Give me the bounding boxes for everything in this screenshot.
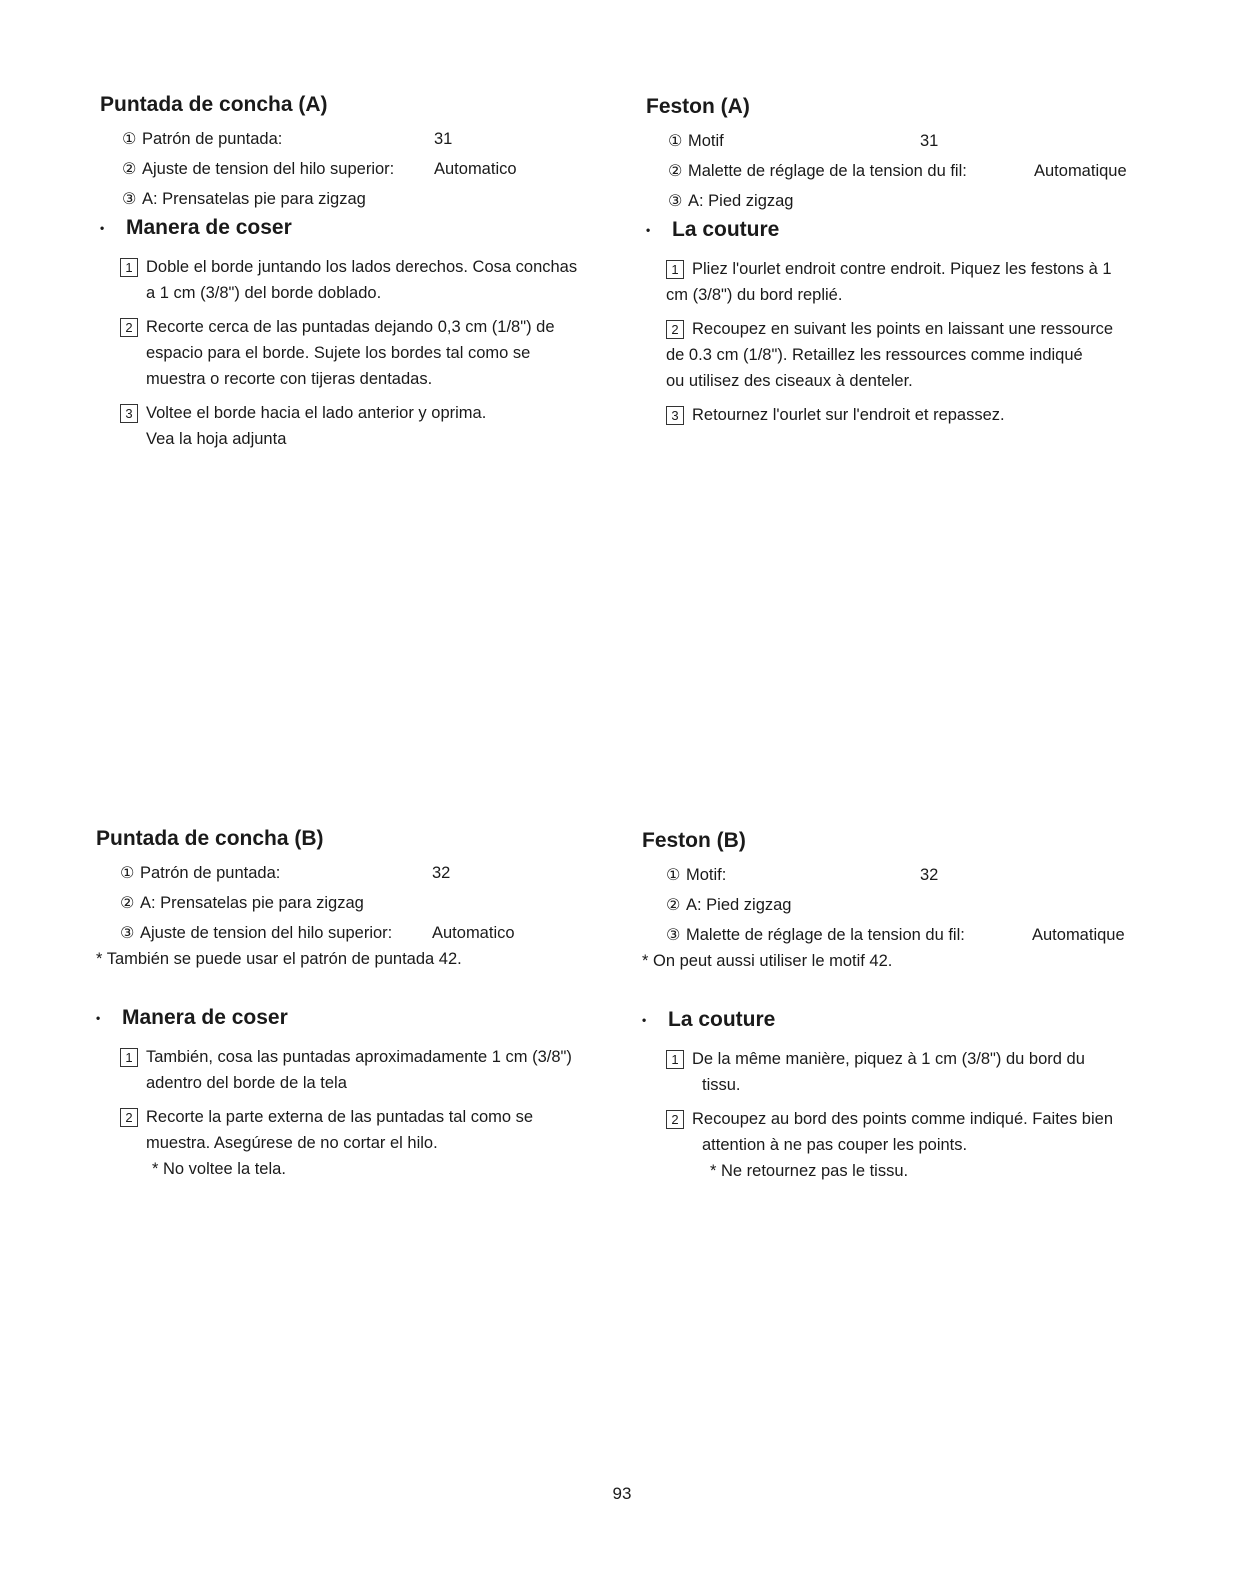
spec-value: Automatico (434, 160, 517, 178)
step-text: de 0.3 cm (1/8"). Retaillez les ressources comme indiqué (666, 346, 1083, 364)
spec-number: ③ (668, 193, 683, 210)
section-feston-a (646, 94, 1166, 428)
step-item (120, 1104, 616, 1182)
footnote: * También se puede usar el patrón de puntada 42. (96, 950, 462, 968)
step-text: Pliez l'ourlet endroit contre endroit. Piquez les festons à 1 (692, 260, 1112, 278)
spec-number: ① (120, 865, 135, 882)
step-item (120, 314, 620, 392)
spec-value: Automatique (1032, 926, 1125, 944)
spec-value: Automatique (1034, 162, 1127, 180)
section-puntada-concha-a (100, 92, 620, 452)
subheading (642, 1006, 1162, 1034)
spec-label: A: Prensatelas pie para zigzag (142, 190, 366, 208)
section-feston-b (642, 828, 1162, 1184)
spec-value: 32 (432, 864, 451, 882)
spec-item (666, 890, 1162, 920)
step-text: Recoupez au bord des points comme indiqué. Faites bien (692, 1110, 1113, 1128)
spec-list (96, 858, 616, 948)
step-number: 1 (666, 1050, 684, 1069)
spec-label: A: Pied zigzag (688, 192, 794, 210)
step-number: 2 (666, 320, 684, 339)
bullet-icon: • (646, 223, 651, 238)
section-title: Puntada de concha (B) (96, 827, 324, 850)
spec-number: ③ (122, 191, 137, 208)
spec-label: Ajuste de tension del hilo superior: (140, 924, 393, 942)
spec-item (668, 156, 1166, 186)
spec-number: ③ (120, 925, 135, 942)
spec-label: Malette de réglage de la tension du fil: (688, 162, 967, 180)
spec-number: ① (666, 867, 681, 884)
subheading-text: Manera de coser (122, 1006, 288, 1029)
spec-label: Motif (688, 132, 724, 150)
spec-value: 32 (920, 866, 939, 884)
step-list (96, 1044, 616, 1182)
spec-item (122, 154, 620, 184)
step-number: 1 (120, 1048, 138, 1067)
spec-list (100, 124, 620, 214)
step-text: Recorte la parte externa de las puntadas tal como se (146, 1108, 534, 1126)
spec-label: Ajuste de tension del hilo superior: (142, 160, 395, 178)
spec-number: ② (666, 897, 681, 914)
spec-list (646, 126, 1166, 216)
subheading-text: Manera de coser (126, 216, 292, 239)
section-title: Feston (B) (642, 829, 746, 852)
subheading (100, 214, 620, 242)
spec-number: ① (122, 131, 137, 148)
spec-number: ② (668, 163, 683, 180)
step-text: tissu. (702, 1076, 741, 1094)
section-puntada-concha-b (96, 826, 616, 1182)
bullet-icon: • (96, 1011, 101, 1026)
spec-item (120, 888, 616, 918)
step-text: De la même manière, piquez à 1 cm (3/8") du bord du (692, 1050, 1085, 1068)
step-text: muestra o recorte con tijeras dentadas. (146, 370, 433, 388)
spec-item (122, 124, 620, 154)
spec-item (666, 920, 1162, 950)
step-text: espacio para el borde. Sujete los bordes tal como se (146, 344, 531, 362)
spec-item (666, 860, 1162, 890)
step-item (120, 254, 620, 306)
step-text: cm (3/8") du bord replié. (666, 286, 843, 304)
spec-label: A: Pied zigzag (686, 896, 792, 914)
spec-label: Patrón de puntada: (140, 864, 281, 882)
spec-label: Motif: (686, 866, 727, 884)
subheading (646, 216, 1166, 244)
bullet-icon: • (642, 1013, 647, 1028)
step-number: 2 (666, 1110, 684, 1129)
spec-value: 31 (920, 132, 939, 150)
step-list (100, 254, 620, 452)
step-item (666, 1046, 1166, 1098)
spec-item (122, 184, 620, 214)
step-note: * Ne retournez pas le tissu. (710, 1162, 909, 1180)
spec-number: ① (668, 133, 683, 150)
step-item (120, 1044, 616, 1096)
section-title: Feston (A) (646, 95, 750, 118)
step-text: a 1 cm (3/8") del borde doblado. (146, 284, 382, 302)
step-number: 2 (120, 1108, 138, 1127)
step-text: Retournez l'ourlet sur l'endroit et repassez. (692, 406, 1005, 424)
spec-item (120, 858, 616, 888)
step-text: ou utilisez des ciseaux à denteler. (666, 372, 913, 390)
spec-number: ② (120, 895, 135, 912)
spec-item (668, 126, 1166, 156)
step-text: adentro del borde de la tela (146, 1074, 347, 1092)
step-note: * No voltee la tela. (152, 1160, 286, 1178)
spec-number: ③ (666, 927, 681, 944)
spec-value: Automatico (432, 924, 515, 942)
step-item (666, 256, 1166, 308)
step-number: 1 (666, 260, 684, 279)
spec-list (642, 860, 1162, 950)
step-list (646, 256, 1166, 428)
spec-item (668, 186, 1166, 216)
spec-value: 31 (434, 130, 453, 148)
page-number: 93 (612, 1484, 632, 1503)
subheading (96, 1004, 616, 1032)
step-list (642, 1046, 1166, 1184)
step-number: 1 (120, 258, 138, 277)
subheading-text: La couture (668, 1008, 776, 1031)
step-item (666, 1106, 1166, 1184)
step-text: Recoupez en suivant les points en laissant une ressource (692, 320, 1113, 338)
step-text: attention à ne pas couper les points. (702, 1136, 968, 1154)
section-title: Puntada de concha (A) (100, 93, 328, 116)
step-item (666, 402, 1166, 428)
step-text: Voltee el borde hacia el lado anterior y oprima. (146, 404, 487, 422)
spec-label: A: Prensatelas pie para zigzag (140, 894, 364, 912)
step-number: 3 (666, 406, 684, 425)
spec-label: Patrón de puntada: (142, 130, 283, 148)
spec-number: ② (122, 161, 137, 178)
step-item (120, 400, 620, 452)
bullet-icon: • (100, 221, 105, 236)
footnote: * On peut aussi utiliser le motif 42. (642, 952, 893, 970)
step-text: Vea la hoja adjunta (146, 430, 287, 448)
step-text: muestra. Asegúrese de no cortar el hilo. (146, 1134, 438, 1152)
step-item (666, 316, 1166, 394)
step-text: Recorte cerca de las puntadas dejando 0,3 cm (1/8") de (146, 318, 555, 336)
spec-label: Malette de réglage de la tension du fil: (686, 926, 965, 944)
step-text: También, cosa las puntadas aproximadamente 1 cm (3/8") (146, 1048, 572, 1066)
spec-item (120, 918, 616, 948)
subheading-text: La couture (672, 218, 780, 241)
step-text: Doble el borde juntando los lados derechos. Cosa conchas (146, 258, 578, 276)
step-number: 2 (120, 318, 138, 337)
step-number: 3 (120, 404, 138, 423)
